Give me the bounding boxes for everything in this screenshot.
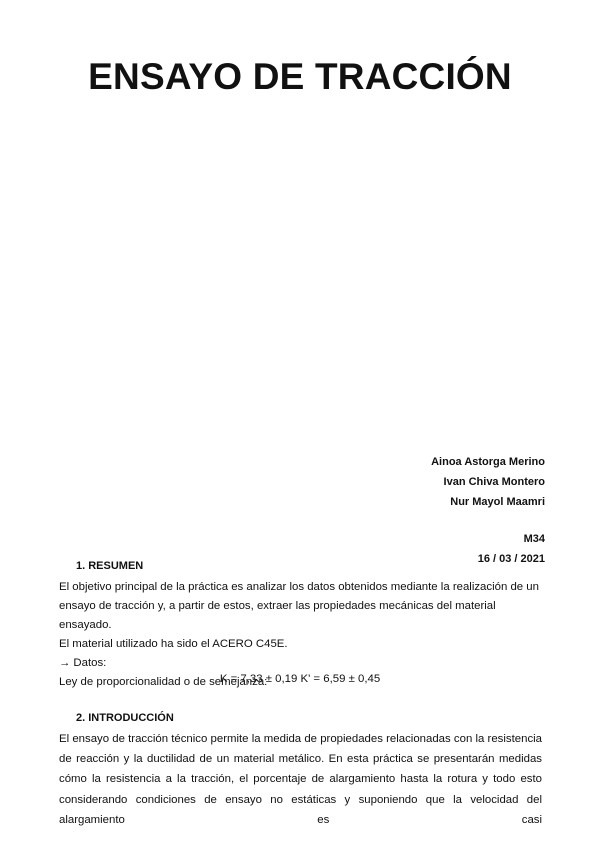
resumen-line: ensayo de tracción y, a partir de estos, extraer las propiedades mecánicas del material ensayado. (59, 600, 496, 631)
document-title: ENSAYO DE TRACCIÓN (88, 56, 512, 97)
author-name: Ivan Chiva Montero (443, 476, 545, 488)
author-name: Ainoa Astorga Merino (431, 456, 545, 468)
resumen-line: El objetivo principal de la práctica es analizar los datos obtenidos mediante la realización de un (59, 581, 539, 593)
introduccion-body: El ensayo de tracción técnico permite la medida de propiedades relacionadas con la resistencia de reacción y la ductilidad de un material metálico. En esta práctica se presentarán medidas cómo la resistencia a la tracción, el porcentaje de alargamiento hasta la rotura y todo esto considerando condiciones de ensayo no estáticas y suponiendo que la velocidad del alargamiento es casi (59, 733, 542, 826)
resumen-line: El material utilizado ha sido el ACERO C45E. (59, 638, 288, 650)
section-heading-introduccion: 2. INTRODUCCIÓN (76, 712, 174, 724)
author-list (431, 452, 545, 512)
document-date: 16 / 03 / 2021 (477, 553, 545, 565)
datos-line (59, 654, 542, 673)
ley-label: Ley de proporcionalidad o de semejanza: (59, 676, 268, 688)
right-arrow-icon: → (59, 657, 71, 669)
document-meta (478, 529, 545, 569)
group-code: M34 (523, 533, 545, 545)
author-name: Nur Mayol Maamri (450, 496, 545, 508)
section-heading-resumen: 1. RESUMEN (76, 560, 144, 572)
formula-line: K = 7,33 ± 0,19 K' = 6,59 ± 0,45 (219, 673, 381, 685)
datos-label: Datos: (73, 657, 107, 669)
